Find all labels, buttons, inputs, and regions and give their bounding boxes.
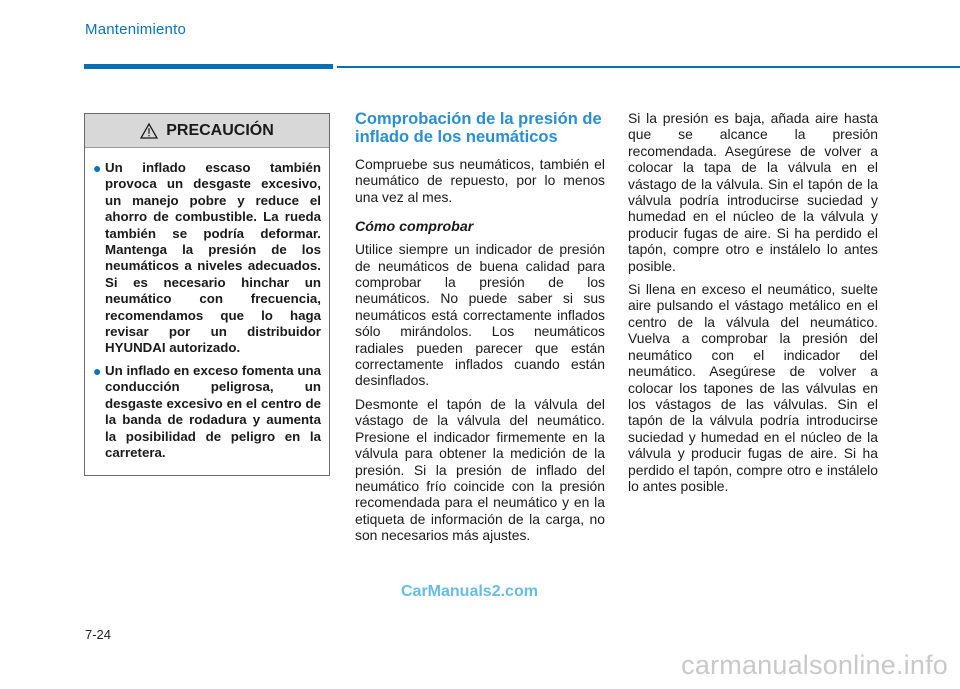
caution-item-text: Un inflado escaso también provoca un desgaste excesivo, un manejo pobre y reduce el ahorro de combustible. La rueda también se podría deformar. Mantenga la presión de los neumáticos a niveles adecuados. Si es necesario hinchar un neumático con frecuencia, recomendamos que lo haga revisar por un distribuidor HYUNDAI autorizado. [105,160,321,356]
caution-item-text: Un inflado en exceso fomenta una conducción peligrosa, un desgaste excesivo en el centro de la banda de rodadura y aumenta la posibilidad de peligro en la carretera. [105,362,321,460]
watermark-center[interactable]: CarManuals2.com [401,583,538,600]
header-rule-thin [337,66,960,68]
section-title: Mantenimiento [85,21,186,38]
caution-title: PRECAUCIÓN [166,121,274,139]
watermark-bottom[interactable]: carmanualsonline.info [681,650,948,680]
warning-triangle-icon [140,123,158,139]
subheading: Cómo comprobar [355,219,474,236]
paragraph: Desmonte el tapón de la válvula del vástago de la válvula del neumático. Presione el indicador firmemente en la válvula para obtener la medición de la presión. Si la presión de inflado del neumático frío coincide con la presión recomendada para el neumático y en la etiqueta de información de la carga, no son necesarios más ajustes. [355,395,605,544]
caution-item [93,160,321,357]
header-rule-thick [84,64,333,69]
right-column [628,110,878,501]
bullet-dot-icon: ● [93,160,102,176]
page-number: 7-24 [85,627,112,642]
paragraph: Si llena en exceso el neumático, suelte aire pulsando el vástago metálico en el centro de la válvula del neumático. Vuelva a comprobar la presión del neumático con el indicador del neumático. Asegúrese de volver a colocar los tapones de las válvulas en los vástagos de las válvulas. Sin el tapón de la válvula podría introducirse suciedad y humedad en el núcleo de la válvula y producir fugas de aire. Si ha perdido el tapón, compre otro e instálelo lo antes posible. [628,281,878,494]
caution-list [85,148,329,461]
middle-column [355,110,605,551]
bullet-dot-icon: ● [93,362,102,379]
caution-box [84,113,330,476]
paragraph: Compruebe sus neumáticos, también el neumático de repuesto, por lo menos una vez al mes. [355,156,605,205]
caution-header [85,114,329,148]
section-heading: Comprobación de la presión de inflado de los neumáticos [355,110,602,146]
paragraph: Si la presión es baja, añada aire hasta que se alcance la presión recomendada. Asegúrese de volver a colocar la tapa de la válvula en el vástago de la válvula. Sin el tapón de la válvula podría introducirse suciedad y humedad en el núcleo de la válvula y producir fugas de aire. Si ha perdido el tapón, compre otro e instálelo lo antes posible. [628,110,878,274]
caution-item [93,362,321,461]
paragraph: Utilice siempre un indicador de presión de neumáticos de buena calidad para comprobar la presión de los neumáticos. No puede saber si sus neumáticos está correctamente inflados sólo mirándolos. Los neumáticos radiales pueden parecer que están correctamente inflados cuando están desinflados. [355,241,605,389]
